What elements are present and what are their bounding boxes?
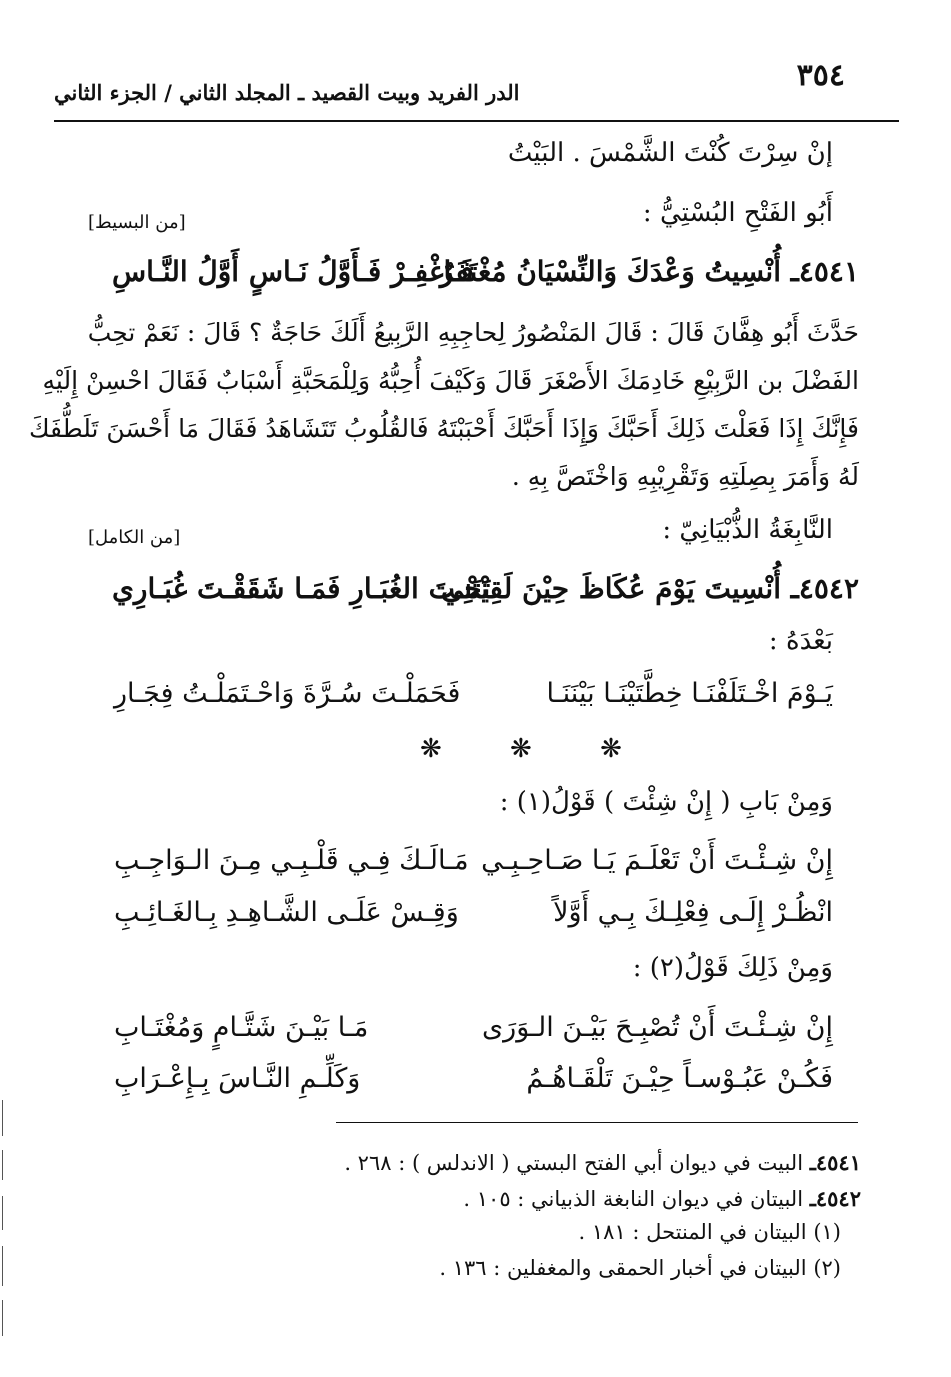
verse-second-hemistich: فَحَمَلْـتَ سُـرَّةَ وَاحْـتَمَلْـتُ فِجَـارِ (114, 678, 461, 709)
verse-number: ٤٥٤١ـ (790, 255, 859, 288)
section-intro: وَمِنْ ذَلِكَ قَوْلُ(٢) : (632, 953, 833, 983)
header-divider (54, 120, 899, 122)
footnote-label: ٤٥٤٢ـ (809, 1186, 861, 1211)
poet-name: النَّابِغَةُ الذُّبْيَانِيّ : (662, 515, 833, 545)
verse-second-hemistich: وَكَلِّـمِ النَّـاسَ بِـإِعْـرَابِ (114, 1063, 361, 1094)
footnote (579, 1220, 841, 1244)
scan-margin-mark (2, 1246, 3, 1286)
running-header-title: الدر الفريد وبيت القصيد ـ المجلد الثاني / الجزء الثاني (54, 80, 520, 105)
verse-first-hemistich: انْظُـرْ إِلَـى فِعْلِـكَ بِـي أَوَّلاً (553, 897, 833, 928)
verse-second-hemistich: فَـاغْفِـرْ فَـأَوَّلُ نَـاسٍ أَوَّلُ النَّـاسِ (112, 255, 474, 288)
footnote-text: البيت في ديوان أبي الفتح البستي ( الاندلس ) : ٢٦٨ . (344, 1151, 804, 1175)
footnote-label: (١) (813, 1220, 841, 1244)
poet-name: أَبُو الفَتْحِ البُسْتِيُّ : (642, 198, 833, 228)
verse-second-hemistich: مَـا بَيْـنَ شَتَّـامٍ وَمُغْتَـابِ (114, 1012, 369, 1043)
paragraph-line: الفَضْلَ بن الرَّبِيْعِ خَادِمَكَ الأَصْغَرَ قَالَ وَكَيْفَ أُحِبُّهُ وَلِلْمَحَبَّةِ أَسْبَابٌ فَقَالَ احْسِنْ إِلَيْهِ (42, 366, 859, 395)
footnote-label: (٢) (813, 1256, 841, 1280)
verse-first-hemistich: يَـوْمَ اخْـتَلَفْنَـا خِطَّتَيْنَـا بَيْنَنَـا (546, 678, 833, 709)
paragraph-line: حَدَّثَ أَبُو هِفَّانَ قَالَ : قَالَ المَنْصُورُ لِحاجِبِهِ الرَّبِيعُ أَلَكَ حَاجَةٌ ؟ قَالَ : نَعَمْ تحِبُّ (87, 318, 859, 347)
verse-first-hemistich: إِنْ شِـئْـتَ أَنْ تُصْبِـحَ بَيْـنَ الـوَرَى (482, 1012, 833, 1043)
paragraph-line: لَهُ وَأَمَرَ بِصِلَتِهِ وَتَقْرِيْبِهِ وَاخْتَصَّ بِهِ . (511, 462, 859, 491)
verse-second-hemistich: مَـالَـكَ فِـي قَلْـبِـي مِـنَ الـوَاجِـبِ (114, 845, 469, 876)
meter-label: [من البسيط] (88, 212, 186, 233)
section-intro: وَمِنْ بَابِ ( إِنْ شِئْتَ ) قَوْلُ(١) : (499, 787, 833, 817)
verse-first-hemistich: إِنْ شِـئْـتَ أَنْ تَعْلَـمَ يَـا صَـاحِـبِـي (481, 845, 833, 876)
paragraph-line: فَإِنَّكَ إِذَا فَعَلْتَ ذَلِكَ أَحَبَّكَ وَإِذَا أَحَبَّكَ أَحْبَبْتَهُ فَالقُلُوبُ تَتَشَاهَدُ فَقَالَ مَا أَحْسَنَ تَلَطُّفَكَ (28, 414, 859, 443)
page-number: ٣٥٤ (796, 58, 845, 93)
meter-label: [من الكامل] (88, 527, 181, 548)
section-ornament: ❋ ❋ ❋ (420, 734, 652, 764)
verse-first-hemistich: أُنْسِيتُ وَعْدَكَ وَالنِّسْيَانُ مُغْتَفَرٌ (439, 255, 781, 288)
footnote (463, 1186, 861, 1211)
scan-margin-mark (2, 1100, 3, 1136)
verse-number: ٤٥٤٢ـ (790, 572, 859, 605)
footnote-text: البيتان في ديوان النابغة الذبياني : ١٠٥ . (463, 1187, 804, 1211)
footnote-label: ٤٥٤١ـ (809, 1150, 861, 1175)
scan-margin-mark (2, 1150, 3, 1180)
footnote-text: البيتان في المنتحل : ١٨١ . (578, 1220, 807, 1244)
intro-line: إنْ سِرْتَ كُنْتَ الشَّمْسَ . البَيْتُ (507, 138, 833, 168)
footnote-divider (336, 1122, 858, 1123)
footnote (344, 1150, 861, 1175)
verse-second-hemistich: تَحْـتَ الغُبَـارِ فَمَـا شَقَقْـتَ غُبَـارِي (112, 572, 491, 605)
footnote-text: البيتان في أخبار الحمقى والمغفلين : ١٣٦ . (439, 1256, 807, 1280)
scan-margin-mark (2, 1196, 3, 1230)
verse-second-hemistich: وَقِـسْ عَلَـى الشَّـاهِـدِ بِـالغَـائِـبِ (114, 897, 459, 928)
after-label: بَعْدَهُ : (768, 626, 833, 656)
verse-first-hemistich: أُنْسِيتَ يَوْمَ عُكَاظَ حِيْنَ لَقِيْتَنِي (440, 572, 781, 605)
footnote (439, 1256, 841, 1280)
verse-first-hemistich: فَكُـنْ عَبُـوْسـاً حِيْـنَ تَلْقَـاهُـمُ (526, 1063, 833, 1094)
scan-margin-mark (2, 1300, 3, 1336)
